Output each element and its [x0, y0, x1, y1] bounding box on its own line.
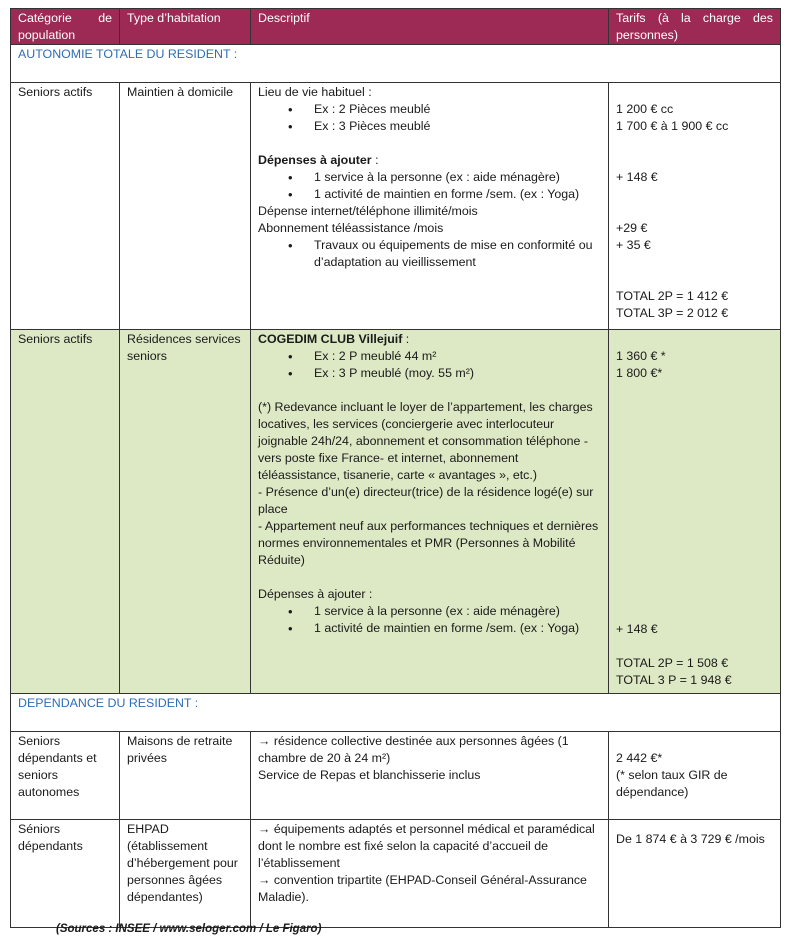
row-prices: 1 360 € * 1 800 €* + 148 € TOTAL 2P = 1 508 € TOTAL 3 P = 1 948 €: [609, 330, 781, 694]
row-type: Résidences services seniors: [120, 330, 251, 694]
row-prices: De 1 874 € à 3 729 € /mois: [609, 820, 781, 928]
list-item: • Ex : 2 P meublé 44 m²: [258, 348, 601, 365]
row-category: Seniors dépendants et seniors autonomes: [11, 732, 120, 820]
row-description: Lieu de vie habituel : • Ex : 2 Pièces meublé • Ex : 3 Pièces meublé Dépenses à ajouter : • 1 service à la personne (ex : aide ménagère) • 1 activité de maintien en forme /sem. (ex : Yoga) Dépense internet/téléphone illimité/mois Abonnement téléassistance /mois • Travaux ou équipements de mise en conformité ou d’adaptation au vieillissement: [251, 83, 609, 330]
note-text: (*) Redevance incluant le loyer de l’appartement, les charges locatives, les services (conciergerie avec interlocuteur joignable 24h/24, abonnement et consommation téléphone -vers poste fixe France- et internet, abonnement téléassistance, tisanerie, carte « avantages », etc.): [258, 400, 593, 482]
section-title: DEPENDANCE DU RESIDENT :: [11, 694, 781, 732]
table-row: [11, 732, 781, 820]
list: [258, 348, 601, 382]
list-item: • 1 activité de maintien en forme /sem. (ex : Yoga): [258, 620, 601, 637]
list-item: • 1 activité de maintien en forme /sem. (ex : Yoga): [258, 186, 601, 203]
header-tarifs: Tarifs (à la charge des personnes): [609, 9, 781, 45]
row-type: Maisons de retraite privées: [120, 732, 251, 820]
row-description: → équipements adaptés et personnel médical et paramédical dont le nombre est fixé selon la capacité d’accueil de l’établissement → convention tripartite (EHPAD-Conseil Général-Assurance Maladie).: [251, 820, 609, 928]
list: [258, 169, 601, 203]
list-item: • Ex : 3 P meublé (moy. 55 m²): [258, 365, 601, 382]
row-prices: 2 442 €* (* selon taux GIR de dépendance): [609, 732, 781, 820]
list-item: • 1 service à la personne (ex : aide ménagère): [258, 603, 601, 620]
row-description: → résidence collective destinée aux personnes âgées (1 chambre de 20 à 24 m²) Service de Repas et blanchisserie inclus: [251, 732, 609, 820]
row-type: EHPAD (établissement d’hébergement pour personnes âgées dépendantes): [120, 820, 251, 928]
section-title: AUTONOMIE TOTALE DU RESIDENT :: [11, 45, 781, 83]
list-item: • Travaux ou équipements de mise en conformité ou d’adaptation au vieillissement: [258, 237, 601, 271]
row-description: COGEDIM CLUB Villejuif : • Ex : 2 P meublé 44 m² • Ex : 3 P meublé (moy. 55 m²) (*) Redevance incluant le loyer de l’appartement, les charges locatives, les services (conciergerie avec interlocuteur joignable 24h/24, abonnement et consommation téléphone -vers poste fixe France- et internet, abonnement téléassistance, tisanerie, carte « avantages », etc.) - Présence d’un(e) directeur(trice) de la résidence logé(e) sur place - Appartement neuf aux performances techniques et dernières normes environnementales et PMR (Personnes à Mobilité Réduite) Dépenses à ajouter : • 1 service à la personne (ex : aide ménagère) • 1 activité de maintien en forme /sem. (ex : Yoga): [251, 330, 609, 694]
row-category: Seniors actifs: [11, 83, 120, 330]
housing-costs-table: [10, 8, 781, 928]
row-type: Maintien à domicile: [120, 83, 251, 330]
table-header-row: [11, 9, 781, 45]
row-category: Seniors actifs: [11, 330, 120, 694]
list-item: • Ex : 3 Pièces meublé: [258, 118, 601, 135]
header-categorie: Catégorie de population: [11, 9, 120, 45]
row-category: Séniors dépendants: [11, 820, 120, 928]
sources-note: (Sources : INSEE / www.seloger.com / Le Figaro): [56, 923, 322, 935]
header-type: Type d’habitation: [120, 9, 251, 45]
table-row: [11, 820, 781, 928]
list-item: • Ex : 2 Pièces meublé: [258, 101, 601, 118]
section-autonomie: [11, 45, 781, 83]
list: [258, 101, 601, 135]
list-item: • 1 service à la personne (ex : aide ménagère): [258, 169, 601, 186]
list: [258, 237, 601, 271]
row-prices: 1 200 € cc 1 700 € à 1 900 € cc + 148 € +29 € + 35 € TOTAL 2P = 1 412 € TOTAL 3P = 2 012 €: [609, 83, 781, 330]
table-row: [11, 330, 781, 694]
list: [258, 603, 601, 637]
table-row: [11, 83, 781, 330]
section-dependance: [11, 694, 781, 732]
header-descriptif: Descriptif: [251, 9, 609, 45]
